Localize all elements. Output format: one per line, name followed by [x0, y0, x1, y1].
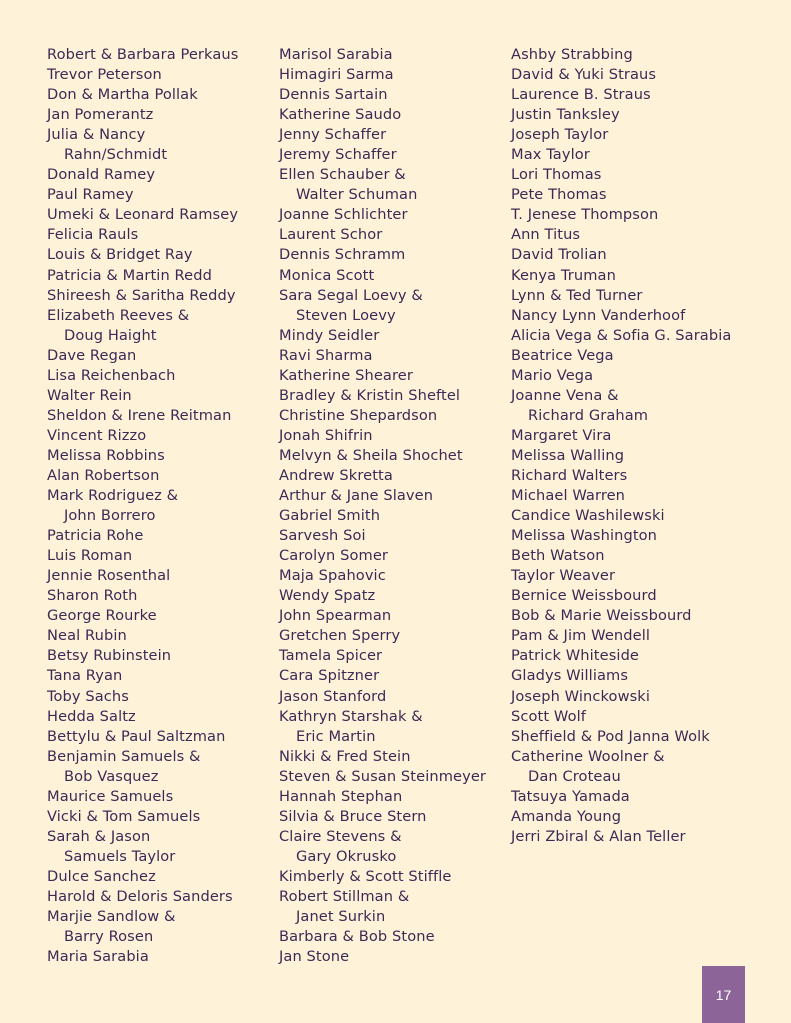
- donor-name-line: Benjamin Samuels &: [47, 747, 201, 765]
- donor-name: [47, 205, 238, 225]
- donor-name: [511, 807, 731, 827]
- donor-name-line: Wendy Spatz: [279, 587, 376, 605]
- donor-name-line: Gabriel Smith: [279, 507, 381, 525]
- donor-name-line: David & Yuki Straus: [511, 66, 657, 84]
- donor-name-line: Laurent Schor: [279, 226, 383, 244]
- donor-name: [279, 586, 486, 606]
- donor-name-line: Marisol Sarabia: [279, 46, 393, 63]
- donor-name-line: Jennie Rosenthal: [47, 567, 171, 585]
- donor-name: [47, 707, 238, 727]
- donor-column-1: [47, 45, 238, 967]
- donor-name: [511, 666, 731, 686]
- donor-name: [47, 787, 238, 807]
- donor-name-line: Don & Martha Pollak: [47, 86, 198, 104]
- donor-name: [511, 205, 731, 225]
- donor-name-line: Beatrice Vega: [511, 346, 614, 364]
- donor-name: [511, 566, 731, 586]
- donor-name: [279, 947, 486, 967]
- page-number-badge: [702, 966, 745, 1023]
- donor-name: [511, 707, 731, 727]
- donor-name-line: Marjie Sandlow &: [47, 908, 176, 926]
- donor-name: [511, 646, 731, 666]
- donor-name-line: T. Jenese Thompson: [511, 206, 659, 224]
- donor-name-line: Dennis Schramm: [279, 246, 406, 264]
- donor-name-continuation: Eric Martin: [296, 727, 376, 745]
- donor-name-line: Joanne Vena &: [511, 386, 619, 404]
- donor-name-line: Max Taylor: [511, 146, 590, 164]
- donor-name-line: Sara Segal Loevy &: [279, 286, 423, 304]
- donor-name: [511, 225, 731, 245]
- page-number: 17: [715, 987, 732, 1003]
- donor-name: [279, 486, 486, 506]
- donor-name: [47, 646, 238, 666]
- donor-name: [279, 927, 486, 947]
- donor-name-line: Ellen Schauber &: [279, 166, 406, 184]
- donor-name: [511, 466, 731, 486]
- donor-name-line: Mark Rodriguez &: [47, 487, 179, 505]
- donor-name: [47, 245, 238, 265]
- donor-name-line: Andrew Skretta: [279, 466, 393, 484]
- donor-name: [511, 366, 731, 386]
- donor-name-line: Hannah Stephan: [279, 787, 403, 805]
- donor-name: [47, 807, 238, 827]
- donor-name-line: Tamela Spicer: [279, 647, 383, 665]
- donor-name-line: Melvyn & Sheila Shochet: [279, 446, 463, 464]
- donor-name-line: Maria Sarabia: [47, 948, 149, 966]
- donor-name-line: Paul Ramey: [47, 186, 134, 204]
- donor-name: [511, 687, 731, 707]
- donor-name-line: Richard Walters: [511, 466, 628, 484]
- donor-name-line: Dave Regan: [47, 346, 137, 364]
- donor-name-continuation: Walter Schuman: [296, 186, 418, 204]
- donor-name-line: Lisa Reichenbach: [47, 366, 176, 384]
- donor-name-line: Vicki & Tom Samuels: [47, 807, 201, 825]
- donor-name-line: Sharon Roth: [47, 587, 138, 605]
- donor-name-continuation: Barry Rosen: [64, 928, 154, 946]
- donor-name: [279, 286, 486, 326]
- donor-name-continuation: Richard Graham: [528, 406, 649, 424]
- donor-name: [47, 687, 238, 707]
- donor-name: [279, 466, 486, 486]
- donor-name: [279, 245, 486, 265]
- donor-name-line: Kenya Truman: [511, 266, 616, 284]
- donor-name-line: Trevor Peterson: [47, 66, 162, 84]
- donor-name: [47, 466, 238, 486]
- donor-name-line: Maurice Samuels: [47, 787, 174, 805]
- donor-name: [511, 326, 731, 346]
- donor-name: [511, 727, 731, 747]
- donor-name: [511, 526, 731, 546]
- donor-name: [511, 306, 731, 326]
- donor-name-line: Pam & Jim Wendell: [511, 627, 651, 645]
- donor-name: [511, 45, 731, 65]
- donor-name: [511, 827, 731, 847]
- donor-name: [511, 346, 731, 366]
- donor-name-line: Elizabeth Reeves &: [47, 306, 190, 324]
- donor-name: [511, 105, 731, 125]
- donor-name: [511, 486, 731, 506]
- donor-name-line: Jonah Shifrin: [279, 426, 373, 444]
- donor-name-line: Melissa Walling: [511, 446, 625, 464]
- donor-name: [47, 486, 238, 526]
- donor-name: [279, 646, 486, 666]
- donor-name-line: Carolyn Somer: [279, 547, 389, 565]
- donor-name-line: Michael Warren: [511, 487, 626, 505]
- donor-name-line: Jan Pomerantz: [47, 106, 154, 124]
- donor-name-continuation: Janet Surkin: [296, 908, 386, 926]
- donor-name-line: Umeki & Leonard Ramsey: [47, 206, 239, 224]
- donor-name-line: Cara Spitzner: [279, 667, 380, 685]
- donor-name: [511, 506, 731, 526]
- donor-name: [47, 666, 238, 686]
- donor-name-continuation: John Borrero: [64, 507, 156, 525]
- donor-name-line: Laurence B. Straus: [511, 86, 651, 104]
- donor-name: [511, 286, 731, 306]
- donor-name: [47, 907, 238, 947]
- donor-name: [279, 85, 486, 105]
- donor-name: [279, 707, 486, 747]
- donor-column-3: [511, 45, 731, 847]
- donor-name-line: Felicia Rauls: [47, 226, 139, 244]
- donor-name-line: Donald Ramey: [47, 166, 156, 184]
- donor-name: [511, 586, 731, 606]
- donor-name: [279, 687, 486, 707]
- donor-name-continuation: Rahn/Schmidt: [64, 146, 168, 164]
- donor-name: [511, 446, 731, 466]
- donor-name-line: Sarvesh Soi: [279, 527, 366, 545]
- donor-name-line: Gladys Williams: [511, 667, 629, 685]
- donor-name: [47, 426, 238, 446]
- donor-name-line: Joseph Taylor: [511, 126, 609, 144]
- donor-name: [47, 286, 238, 306]
- donor-name: [47, 446, 238, 466]
- donor-name-line: Candice Washilewski: [511, 507, 665, 525]
- donor-name-line: Bradley & Kristin Sheftel: [279, 386, 461, 404]
- donor-name: [47, 626, 238, 646]
- donor-name-line: Arthur & Jane Slaven: [279, 487, 434, 505]
- donor-name: [47, 346, 238, 366]
- donor-name-line: Taylor Weaver: [511, 567, 616, 585]
- donor-name: [279, 426, 486, 446]
- donor-name: [279, 225, 486, 245]
- donor-name: [47, 65, 238, 85]
- donor-name: [47, 366, 238, 386]
- donor-name-line: Sheldon & Irene Reitman: [47, 406, 232, 424]
- donor-name: [279, 165, 486, 205]
- donor-name: [47, 105, 238, 125]
- donor-name-continuation: Steven Loevy: [296, 306, 396, 324]
- donor-name: [279, 366, 486, 386]
- donor-name-line: Himagiri Sarma: [279, 66, 394, 84]
- donor-name-line: Julia & Nancy: [47, 126, 146, 144]
- donor-name-line: Monica Scott: [279, 266, 375, 284]
- donor-name: [47, 185, 238, 205]
- donor-name: [47, 727, 238, 747]
- donor-name-line: Melissa Washington: [511, 527, 658, 545]
- donor-name: [511, 546, 731, 566]
- donor-name: [279, 747, 486, 767]
- donor-name: [279, 606, 486, 626]
- donor-name-line: Alan Robertson: [47, 466, 160, 484]
- donor-name: [279, 105, 486, 125]
- donor-name-line: Tana Ryan: [47, 667, 123, 685]
- donor-name: [279, 526, 486, 546]
- donor-name-line: Katherine Shearer: [279, 366, 413, 384]
- donor-name: [511, 747, 731, 787]
- donor-name: [47, 526, 238, 546]
- donor-name: [279, 867, 486, 887]
- donor-name-line: Justin Tanksley: [511, 106, 620, 124]
- donor-name: [47, 406, 238, 426]
- donor-name: [47, 586, 238, 606]
- donor-name-line: Lori Thomas: [511, 166, 602, 184]
- donor-name-line: Dennis Sartain: [279, 86, 388, 104]
- donor-name-line: Gretchen Sperry: [279, 627, 401, 645]
- donor-name: [47, 747, 238, 787]
- donor-name-line: Kathryn Starshak &: [279, 707, 423, 725]
- donor-name: [511, 245, 731, 265]
- donor-name-line: Pete Thomas: [511, 186, 607, 204]
- donor-name: [47, 887, 238, 907]
- donor-name: [511, 626, 731, 646]
- donor-name-line: Neal Rubin: [47, 627, 127, 645]
- donor-name-line: Ann Titus: [511, 226, 581, 244]
- donor-name-continuation: Dan Croteau: [528, 767, 621, 785]
- donor-name: [279, 546, 486, 566]
- donor-name: [279, 767, 486, 787]
- donor-name-line: Mindy Seidler: [279, 326, 380, 344]
- donor-name-line: Maja Spahovic: [279, 567, 386, 585]
- donor-name-line: Barbara & Bob Stone: [279, 928, 435, 946]
- donor-name: [279, 506, 486, 526]
- donor-name-line: Bernice Weissbourd: [511, 587, 657, 605]
- donor-name-line: Tatsuya Yamada: [511, 787, 630, 805]
- donor-name: [47, 947, 238, 967]
- donor-name-line: Robert Stillman &: [279, 887, 410, 905]
- donor-name: [279, 787, 486, 807]
- donor-name-line: Alicia Vega & Sofia G. Sarabia: [511, 326, 732, 344]
- donor-name: [47, 45, 238, 65]
- donor-name: [279, 807, 486, 827]
- donor-name-continuation: Doug Haight: [64, 326, 157, 344]
- donor-name: [47, 225, 238, 245]
- donor-name-line: Jenny Schaffer: [279, 126, 387, 144]
- donor-name: [279, 205, 486, 225]
- donor-name: [279, 626, 486, 646]
- donor-name-line: Jerri Zbiral & Alan Teller: [511, 827, 686, 845]
- donor-name: [47, 306, 238, 346]
- donor-name-line: Nancy Lynn Vanderhoof: [511, 306, 686, 324]
- donor-name-line: Sheffield & Pod Janna Wolk: [511, 727, 710, 745]
- donor-name-line: Robert & Barbara Perkaus: [47, 46, 239, 63]
- donor-name-line: Patrick Whiteside: [511, 647, 640, 665]
- donor-name: [511, 125, 731, 145]
- donor-name: [279, 266, 486, 286]
- donor-name-line: Beth Watson: [511, 547, 605, 565]
- donor-name-line: Vincent Rizzo: [47, 426, 147, 444]
- donor-name: [47, 85, 238, 105]
- donor-name: [279, 386, 486, 406]
- donor-name: [511, 386, 731, 426]
- donor-name: [279, 346, 486, 366]
- donor-name-line: Patricia Rohe: [47, 527, 144, 545]
- donor-name-line: Catherine Woolner &: [511, 747, 665, 765]
- donor-name-line: Luis Roman: [47, 547, 133, 565]
- donor-name: [279, 666, 486, 686]
- donor-name-line: Harold & Deloris Sanders: [47, 887, 233, 905]
- donor-name-continuation: Samuels Taylor: [64, 847, 176, 865]
- donor-name-line: Lynn & Ted Turner: [511, 286, 643, 304]
- donor-name-line: Kimberly & Scott Stiffle: [279, 867, 452, 885]
- donor-name: [279, 326, 486, 346]
- donor-name-line: Shireesh & Saritha Reddy: [47, 286, 236, 304]
- donor-name: [47, 546, 238, 566]
- donor-name: [279, 446, 486, 466]
- donor-name: [511, 165, 731, 185]
- donor-name: [47, 266, 238, 286]
- donor-name-line: Louis & Bridget Ray: [47, 246, 193, 264]
- donor-name-continuation: Gary Okrusko: [296, 847, 397, 865]
- donor-name-line: David Trolian: [511, 246, 607, 264]
- donor-name: [47, 165, 238, 185]
- donor-name: [279, 887, 486, 927]
- donor-name-line: Joanne Schlichter: [279, 206, 408, 224]
- donor-name: [511, 787, 731, 807]
- donor-name-line: Silvia & Bruce Stern: [279, 807, 427, 825]
- donor-name: [279, 145, 486, 165]
- donor-name: [279, 406, 486, 426]
- donor-name: [511, 65, 731, 85]
- donor-name: [279, 566, 486, 586]
- donor-name: [511, 426, 731, 446]
- donor-name-line: Bob & Marie Weissbourd: [511, 607, 692, 625]
- donor-name-line: Hedda Saltz: [47, 707, 136, 725]
- donor-name: [47, 827, 238, 867]
- donor-name: [279, 65, 486, 85]
- donor-name: [279, 45, 486, 65]
- donor-name-continuation: Bob Vasquez: [64, 767, 159, 785]
- donor-name-line: Amanda Young: [511, 807, 622, 825]
- donor-name-line: Jan Stone: [279, 948, 350, 966]
- donor-name-line: Claire Stevens &: [279, 827, 402, 845]
- donor-name: [47, 386, 238, 406]
- donor-name-line: Katherine Saudo: [279, 106, 402, 124]
- donor-name-line: Joseph Winckowski: [511, 687, 651, 705]
- donor-name: [47, 606, 238, 626]
- donor-name-line: Margaret Vira: [511, 426, 612, 444]
- donor-name-line: Nikki & Fred Stein: [279, 747, 411, 765]
- donor-name: [511, 606, 731, 626]
- donor-name-line: Scott Wolf: [511, 707, 586, 725]
- donor-name: [511, 145, 731, 165]
- donor-name: [47, 566, 238, 586]
- donor-name-line: Jason Stanford: [279, 687, 387, 705]
- donor-name: [511, 185, 731, 205]
- donor-name-line: Christine Shepardson: [279, 406, 438, 424]
- donor-name-line: Betsy Rubinstein: [47, 647, 172, 665]
- donor-name: [511, 266, 731, 286]
- donor-name-line: Sarah & Jason: [47, 827, 151, 845]
- donor-name: [279, 125, 486, 145]
- donor-column-2: [279, 45, 486, 967]
- donor-name: [47, 867, 238, 887]
- donor-name-line: Melissa Robbins: [47, 446, 165, 464]
- donor-name-line: Walter Rein: [47, 386, 132, 404]
- donor-name: [511, 85, 731, 105]
- donor-name-line: John Spearman: [279, 607, 392, 625]
- donor-name-line: Ravi Sharma: [279, 346, 373, 364]
- donor-name-line: Toby Sachs: [47, 687, 129, 705]
- donor-name: [47, 125, 238, 165]
- donor-name-line: Mario Vega: [511, 366, 594, 384]
- donor-name-line: Jeremy Schaffer: [279, 146, 397, 164]
- donor-name-line: Dulce Sanchez: [47, 867, 156, 885]
- donor-name-line: Patricia & Martin Redd: [47, 266, 212, 284]
- donor-name-line: George Rourke: [47, 607, 157, 625]
- donor-name-line: Bettylu & Paul Saltzman: [47, 727, 226, 745]
- donor-name-line: Steven & Susan Steinmeyer: [279, 767, 487, 785]
- donor-name: [279, 827, 486, 867]
- donor-name-line: Ashby Strabbing: [511, 46, 633, 63]
